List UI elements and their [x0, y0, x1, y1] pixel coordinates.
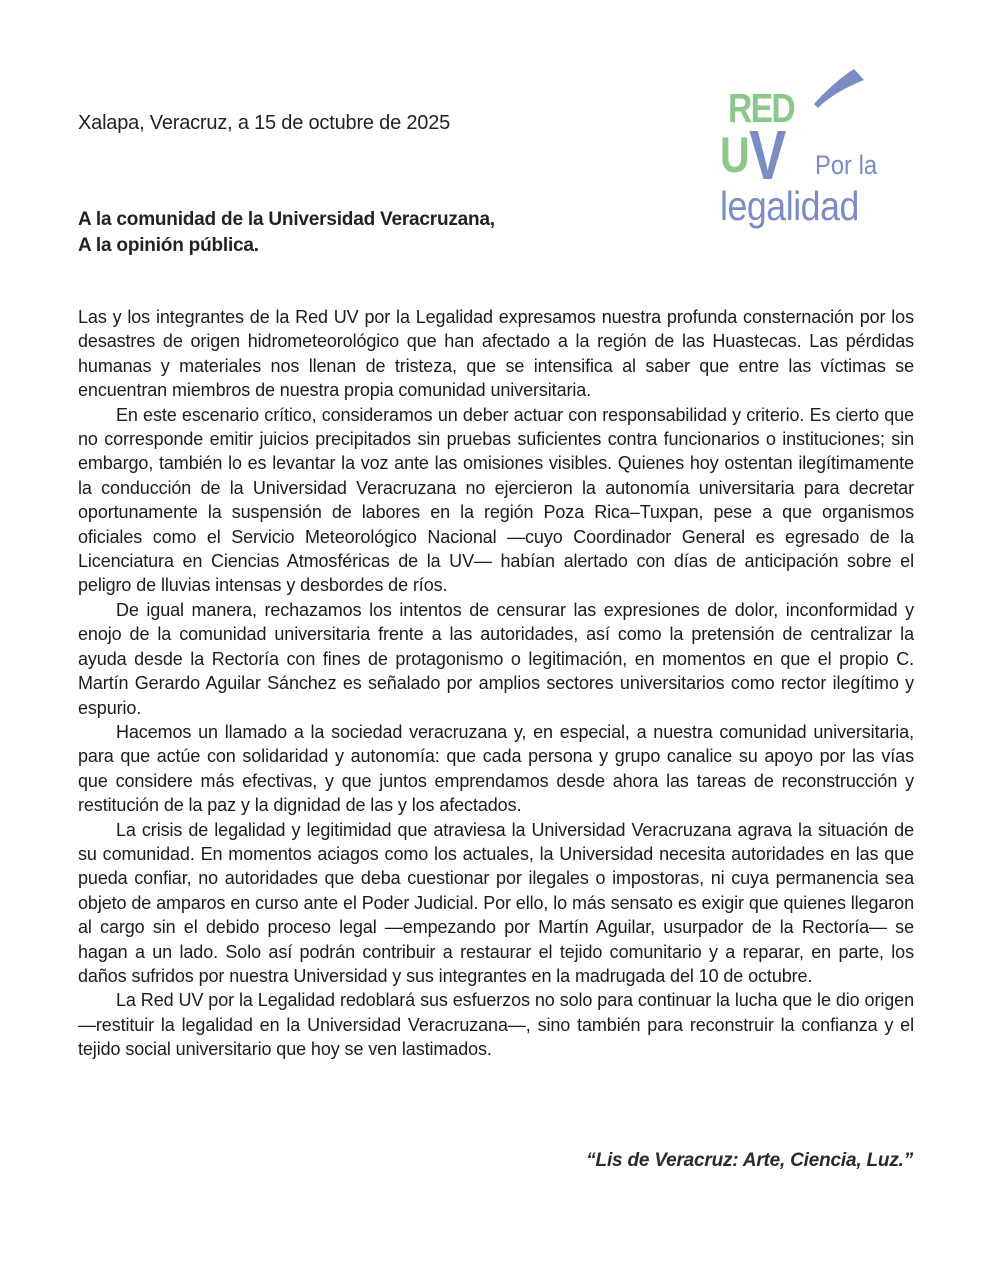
logo-tagline-legalidad: legalidad [720, 183, 859, 229]
letter-body [78, 305, 914, 1062]
logo-swoosh-icon [814, 66, 866, 108]
institutional-motto: “Lis de Veracruz: Arte, Ciencia, Luz.” [586, 1150, 913, 1171]
logo-word-red: RED [728, 85, 795, 131]
salutation [78, 207, 495, 259]
body-paragraph: En este escenario crítico, consideramos un deber actuar con responsabilidad y criterio. Es cierto que no corresponde emitir juicios precipitados sin pruebas suficientes contra funcionarios o instituciones; sin embargo, también lo es levantar la voz ante las omisiones visibles. Quienes hoy ostentan ilegítimamente la conducción de la Universidad Veracruzana no ejercieron la autonomía universitaria para decretar oportunamente la suspensión de labores en la región Poza Rica–Tuxpan, pese a que organismos oficiales como el Servicio Meteorológico Nacional —cuyo Coordinador General es egresado de la Licenciatura en Ciencias Atmosféricas de la UV— habían alertado con días de anticipación sobre el peligro de lluvias intensas y desbordes de ríos. [78, 404, 914, 596]
logo-letter-v: V [749, 116, 787, 194]
salutation-line-public: A la opinión pública. [78, 235, 259, 256]
body-paragraph: La crisis de legalidad y legitimidad que atraviesa la Universidad Veracruzana agrava la situación de su comunidad. En momentos aciagos como los actuales, la Universidad necesita autoridades en las que pueda confiar, no autoridades que deba cuestionar por ilegales o impostoras, ni cuya permanencia sea objeto de amparos en curso ante el Poder Judicial. Por ello, lo más sensato es exigir que quienes llegaron al cargo sin el debido proceso legal —empezando por Martín Aguilar, usurpador de la Rectoría— se hagan a un lado. Solo así podrán contribuir a restaurar el tejido comunitario y a reparar, en parte, los daños sufridos por nuestra Universidad y sus integrantes en la madrugada del 10 de octubre. [78, 819, 914, 986]
body-paragraph: De igual manera, rechazamos los intentos de censurar las expresiones de dolor, inconformidad y enojo de la comunidad universitaria frente a las autoridades, así como la pretensión de centralizar la ayuda desde la Rectoría con fines de protagonismo o legitimación, en momentos en que el propio C. Martín Gerardo Aguilar Sánchez es señalado por amplios sectores universitarios como rector ilegítimo y espurio. [78, 599, 914, 718]
body-paragraph: La Red UV por la Legalidad redoblará sus esfuerzos no solo para continuar la lucha que le dio origen —restituir la legalidad en la Universidad Veracruzana—, sino también para reconstruir la confianza y el tejido social universitario que hoy se ven lastimados. [78, 990, 914, 1060]
body-paragraph: Hacemos un llamado a la sociedad veracruzana y, en especial, a nuestra comunidad universitaria, para que actúe con solidaridad y autonomía: que cada persona y grupo canalice su apoyo por las vías que considere más efectivas, y que juntos emprendamos desde ahora las tareas de reconstrucción y restitución de la paz y la dignidad de las y los afectados. [78, 721, 914, 816]
salutation-line-community: A la comunidad de la Universidad Veracruzana, [78, 209, 495, 230]
logo-tagline-por-la: Por la [815, 150, 878, 180]
body-paragraph: Las y los integrantes de la Red UV por la Legalidad expresamos nuestra profunda consternación por los desastres de origen hidrometeorológico que han afectado a la región de las Huastecas. Las pérdidas humanas y materiales nos llenan de tristeza, que se intensifica al saber que entre las víctimas se encuentran miembros de nuestra propia comunidad universitaria. [78, 307, 914, 401]
red-uv-logo [718, 64, 893, 229]
letter-date: Xalapa, Veracruz, a 15 de octubre de 2025 [78, 112, 451, 134]
logo-letter-u: U [720, 127, 750, 183]
